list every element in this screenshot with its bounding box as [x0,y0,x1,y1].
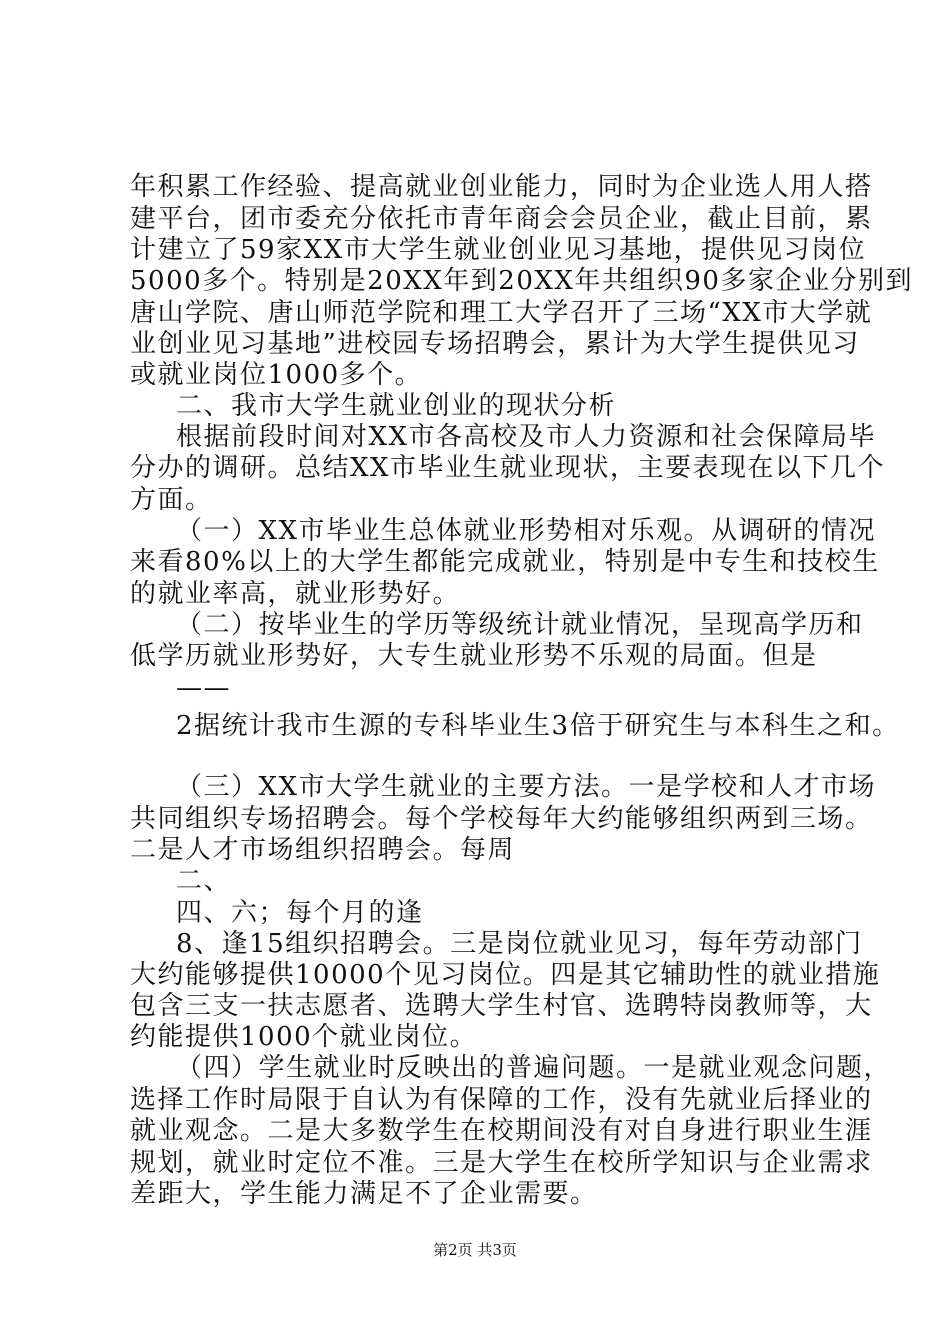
paragraph-line: 或就业岗位1000多个。 [130,360,423,390]
paragraph-line: （二）按毕业生的学历等级统计就业情况，呈现高学历和 [176,610,864,640]
paragraph-line: 包含三支一扶志愿者、选聘大学生村官、选聘特岗教师等，大 [130,991,873,1021]
paragraph-line: 就业观念。二是大多数学生在校期间没有对自身进行职业生涯 [130,1116,873,1146]
paragraph-line: 二是人才市场组织招聘会。每周 [130,835,516,865]
paragraph-line: （一）XX市毕业生总体就业形势相对乐观。从调研的情况 [176,516,877,546]
paragraph-line: 业创业见习基地”进校园专场招聘会，累计为大学生提供见习 [130,329,860,359]
paragraph-line: 分办的调研。总结XX市毕业生就业现状，主要表现在以下几个 [130,453,886,483]
paragraph-line: 8、逢15组织招聘会。三是岗位就业见习，每年劳动部门 [176,929,863,959]
paragraph-line: 根据前段时间对XX市各高校及市人力资源和社会保障局毕 [176,422,877,452]
section-heading: 二、我市大学生就业创业的现状分析 [176,391,617,421]
paragraph-line: 共同组织专场招聘会。每个学校每年大约能够组织两到三场。 [130,804,873,834]
paragraph-line: 差距大，学生能力满足不了企业需要。 [130,1179,598,1209]
paragraph-line: 规划，就业时定位不准。三是大学生在校所学知识与企业需求 [130,1148,873,1178]
paragraph-line: 来看80%以上的大学生都能完成就业，特别是中专生和技校生 [130,547,880,577]
paragraph-line: 5000多个。特别是20XX年到20XX年共组织90多家企业分别到 [130,266,913,296]
paragraph-line: 二、 [176,866,232,896]
paragraph-line: （四）学生就业时反映出的普遍问题。一是就业观念问题， [176,1053,892,1083]
paragraph-line: 建平台，团市委充分依托市青年商会会员企业，截止目前，累 [130,204,873,234]
paragraph-line: 大约能够提供10000个见习岗位。四是其它辅助性的就业措施 [130,960,881,990]
paragraph-line: 四、六；每个月的逢 [176,898,424,928]
dash-line: —— [176,673,231,703]
paragraph-line: 约能提供1000个就业岗位。 [130,1022,478,1052]
paragraph-line: 低学历就业形势好，大专生就业形势不乐观的局面。但是 [130,641,818,671]
paragraph-line: （三）XX市大学生就业的主要方法。一是学校和人才市场 [176,772,877,802]
paragraph-line: 唐山学院、唐山师范学院和理工大学召开了三场“XX市大学就 [130,298,873,328]
paragraph-line: 年积累工作经验、提高就业创业能力，同时为企业选人用人搭 [130,172,873,202]
paragraph-line: 选择工作时局限于自认为有保障的工作，没有先就业后择业的 [130,1085,873,1115]
paragraph-line: 计建立了59家XX市大学生就业创业见习基地，提供见习岗位 [130,235,867,265]
paragraph-line: 2据统计我市生源的专科毕业生3倍于研究生与本科生之和。 [176,711,900,741]
page-footer: 第2页 共3页 [433,1241,517,1259]
paragraph-line: 的就业率高，就业形势好。 [130,579,461,609]
paragraph-line: 方面。 [130,485,213,515]
